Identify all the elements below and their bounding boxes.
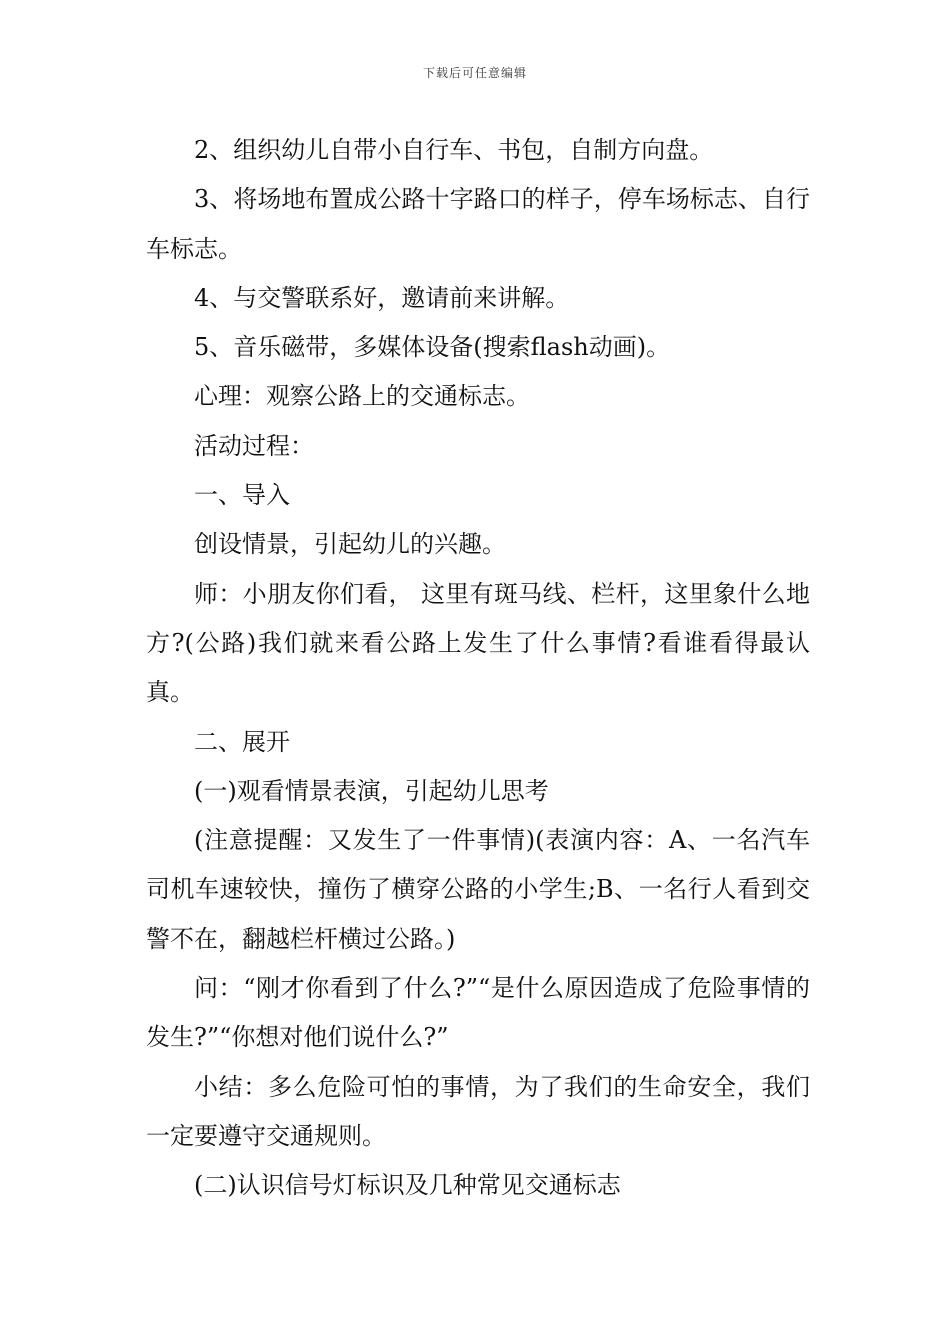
paragraph-materials-5: 5、音乐磁带，多媒体设备(搜索flash动画)。 — [194, 333, 671, 362]
paragraph-psychology: 心理：观察公路上的交通标志。 — [194, 382, 530, 411]
paragraph-question: 问：“刚才你看到了什么?”“是什么原因造成了危险事情的发生?”“你想对他们说什么?” — [146, 974, 810, 1052]
paragraph-summary: 小结：多么危险可怕的事情，为了我们的生命安全，我们一定要遵守交通规则。 — [146, 1072, 810, 1150]
section-heading-process: 活动过程： — [194, 431, 314, 460]
document-body — [146, 126, 810, 1211]
paragraph-materials-2: 2、组织幼儿自带小自行车、书包，自制方向盘。 — [194, 136, 714, 164]
subsection-heading-2: (二)认识信号灯标识及几种常见交通标志 — [194, 1171, 621, 1200]
paragraph-performance: (注意提醒：又发生了一件事情)(表演内容：A、一名汽车司机车速较快，撞伤了横穿公路的小学生;B、一名行人看到交警不在，翻越栏杆横过公路。) — [146, 826, 810, 953]
page-header: 下载后可任意编辑 — [422, 66, 527, 80]
paragraph-teacher: 师：小朋友你们看， 这里有斑马线、栏杆，这里象什么地方?(公路)我们就来看公路上发生了什么事情?看谁看得最认真。 — [146, 579, 810, 707]
subsection-heading-1: (一)观看情景表演，引起幼儿思考 — [194, 776, 549, 805]
paragraph-intro: 创设情景，引起幼儿的兴趣。 — [194, 530, 506, 559]
section-heading-intro: 一、导入 — [194, 481, 290, 510]
paragraph-materials-4: 4、与交警联系好，邀请前来讲解。 — [194, 283, 570, 312]
paragraph-materials-3: 3、将场地布置成公路十字路口的样子，停车场标志、自行车标志。 — [146, 185, 810, 263]
section-heading-expand: 二、展开 — [194, 727, 290, 756]
